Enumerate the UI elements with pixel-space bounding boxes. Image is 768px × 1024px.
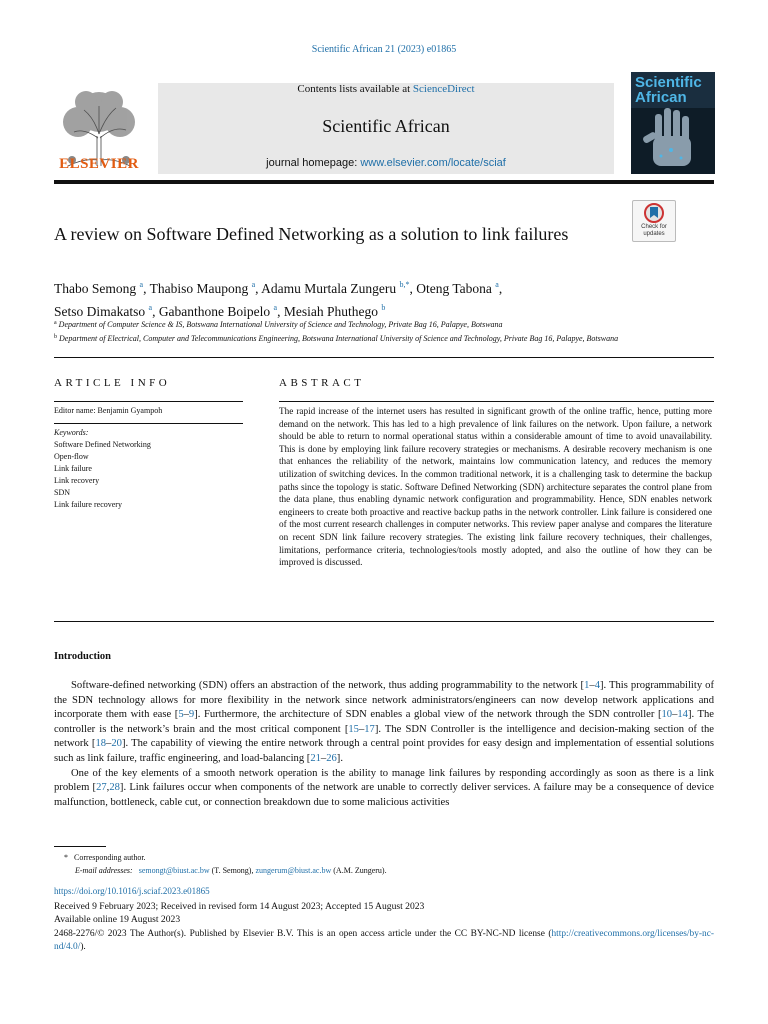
author-affiliation-mark[interactable]: a bbox=[148, 303, 153, 312]
cover-title-line2: African bbox=[635, 89, 687, 106]
keyword: Link recovery bbox=[54, 476, 100, 485]
author-affiliation-mark[interactable]: a bbox=[495, 280, 499, 289]
reference-link[interactable]: 15 bbox=[348, 723, 359, 735]
author-name: Mesiah Phuthego bbox=[283, 304, 378, 319]
email-footnote bbox=[54, 864, 714, 877]
author-name: Adamu Murtala Zungeru bbox=[261, 281, 397, 296]
article-title: A review on Software Defined Networking as a solution to link failures bbox=[54, 224, 569, 244]
affiliation bbox=[54, 331, 654, 345]
journal-name: Scientific African bbox=[322, 116, 450, 136]
author-affiliation-mark[interactable]: b bbox=[381, 303, 386, 312]
sciencedirect-link[interactable]: ScienceDirect bbox=[412, 83, 475, 95]
license-end: ). bbox=[80, 942, 86, 952]
paragraph-text: One of the key elements of a smooth network operation is the ability to manage link failures by responding accordingly as soon as there is a link problem [ bbox=[54, 767, 714, 794]
corresponding-footnote bbox=[54, 851, 714, 864]
paragraph-text: – bbox=[320, 752, 327, 764]
footnote-rule bbox=[54, 846, 106, 847]
author-separator: , bbox=[152, 304, 159, 319]
publisher-name: ELSEVIER bbox=[59, 156, 139, 172]
homepage-prefix: journal homepage: bbox=[266, 157, 361, 169]
abstract-text: The rapid increase of the internet users has resulted in significant growth of the online traffic, hence, putting more demand on the network. This has led to a high prevalence of link failures on the network. Upon failure, a network should be able to return to normal operational status within a considerable amount of time to avoid unavailability. This is done by employing link failure recovery strategies or mechanisms. A desirable recovery mechanism is one that enhances the reliability of the network, maintains low communication latency, and reduces the memory utilization of switching devices. In the common traditional network, it is a challenging task to determine the backup paths since the topology is static. Software Defined Networking (SDN) architecture separates the control plane from the data plane, thus enabling dynamic network configuration and programmability. Hence, SDN enables network engineers to create both proactive and reactive backup paths in the network controller. Link failure is considered one of the most current research challenges in computer networks. This review paper analyse and compares the literature on recent SDN link failure recovery strategies. The existing link failure recovery techniques, their challenges, limitations, performance criteria, technologies/tools mostly adopted, and also the outline of how they can be improved is discussed. bbox=[279, 406, 712, 568]
keywords-block bbox=[54, 427, 151, 511]
author-name: Gabanthone Boipelo bbox=[158, 304, 271, 319]
available-online: Available online 19 August 2023 bbox=[54, 914, 181, 925]
article-info-top-rule bbox=[54, 401, 243, 402]
abstract-bottom-rule bbox=[54, 621, 714, 622]
intro-paragraph-1 bbox=[54, 679, 714, 767]
email-label: E-mail addresses: bbox=[75, 866, 133, 875]
reference-link[interactable]: 28 bbox=[109, 782, 120, 794]
affiliation-text: Department of Computer Science & IS, Botswana International University of Science and Technology, Private Bag 16, Palapye, Botswana bbox=[56, 320, 503, 329]
author-separator: , bbox=[498, 281, 503, 296]
reference-link[interactable]: 14 bbox=[677, 709, 688, 721]
affiliation-list bbox=[54, 317, 654, 345]
corresponding-mark: * bbox=[64, 853, 68, 862]
hand-illustration bbox=[631, 72, 715, 174]
keyword: Software Defined Networking bbox=[54, 440, 151, 449]
author-affiliation-mark[interactable]: b,* bbox=[399, 280, 410, 289]
article-info-heading: ARTICLE INFO bbox=[54, 377, 171, 389]
paragraph-text: – bbox=[183, 709, 189, 721]
abstract-top-rule bbox=[279, 401, 714, 402]
introduction-heading: Introduction bbox=[54, 651, 111, 662]
article-info-mid-rule bbox=[54, 423, 243, 424]
affiliation-text: Department of Electrical, Computer and Telecommunications Engineering, Botswana International University of Science and Technology, Private Bag 16, Palapye, Botswana bbox=[57, 334, 619, 343]
header-divider bbox=[54, 180, 714, 184]
check-line-2: updates bbox=[643, 231, 665, 237]
check-for-updates-label bbox=[633, 224, 675, 238]
cover-title-line1: Scientific bbox=[635, 74, 702, 91]
intro-paragraph-2 bbox=[54, 767, 714, 811]
doi-link[interactable]: https://doi.org/10.1016/j.sciaf.2023.e01865 bbox=[54, 886, 210, 896]
reference-link[interactable]: 26 bbox=[326, 752, 337, 764]
keyword: Link failure recovery bbox=[54, 500, 122, 509]
paragraph-text: – bbox=[358, 723, 365, 735]
journal-cover-image[interactable] bbox=[631, 72, 715, 174]
editor-name: Editor name: Benjamin Gyampoh bbox=[54, 406, 163, 415]
reference-link[interactable]: 1 bbox=[584, 680, 590, 691]
footnotes bbox=[54, 851, 714, 877]
paragraph-text: ]. The SDN Controller is the intelligence and decision-making section of the network [ bbox=[54, 723, 714, 750]
check-line-1: Check for bbox=[641, 224, 667, 230]
reference-link[interactable]: 10 bbox=[661, 709, 673, 721]
author-separator: , bbox=[143, 281, 150, 296]
journal-citation[interactable]: Scientific African 21 (2023) e01865 bbox=[311, 44, 457, 55]
keyword-list bbox=[54, 439, 151, 511]
email-link-2[interactable]: zungerum@biust.ac.bw bbox=[255, 866, 332, 875]
author-affiliation-mark[interactable]: a bbox=[139, 280, 144, 289]
author-separator: , bbox=[409, 281, 417, 296]
reference-link[interactable]: 27 bbox=[96, 782, 107, 794]
paragraph-text: ]. This programmability of the SDN technology allows for more flexibility in the network since network administrators/engineers can now develop network applications and incorporate them with ease [ bbox=[54, 680, 714, 721]
author-name: Thabiso Maupong bbox=[149, 281, 249, 296]
paragraph-text: – bbox=[589, 680, 595, 691]
received-dates: Received 9 February 2023; Received in revised form 14 August 2023; Accepted 15 August 2023 bbox=[54, 901, 425, 912]
article-dates bbox=[54, 900, 714, 915]
abstract-heading: ABSTRACT bbox=[279, 377, 365, 389]
reference-link[interactable]: 21 bbox=[310, 752, 321, 764]
reference-link[interactable]: 4 bbox=[594, 680, 600, 691]
paragraph-text: , bbox=[106, 782, 110, 794]
homepage-link[interactable]: www.elsevier.com/locate/sciaf bbox=[360, 157, 506, 169]
contents-prefix: Contents lists available at bbox=[297, 83, 413, 95]
keyword: Open-flow bbox=[54, 452, 89, 461]
email-name-1: (T. Semong), bbox=[209, 866, 256, 875]
reference-link[interactable]: 5 bbox=[178, 709, 184, 721]
keyword: Link failure bbox=[54, 464, 92, 473]
license-text: 2468-2276/© 2023 The Author(s). Published by Elsevier B.V. This is an open access article under the CC BY-NC-ND license ( bbox=[54, 929, 552, 939]
title-divider bbox=[54, 357, 714, 358]
keyword: SDN bbox=[54, 488, 71, 497]
author-separator: , bbox=[255, 281, 262, 296]
journal-homepage-line bbox=[158, 157, 614, 169]
paragraph-text: – bbox=[106, 738, 112, 750]
reference-link[interactable]: 17 bbox=[364, 723, 375, 735]
affiliation-mark: a bbox=[54, 320, 57, 326]
author-affiliation-mark[interactable]: a bbox=[251, 280, 256, 289]
reference-link[interactable]: 18 bbox=[95, 738, 107, 750]
affiliation bbox=[54, 317, 654, 331]
paragraph-text: ]. bbox=[336, 752, 343, 764]
bookmark-icon bbox=[633, 201, 675, 225]
paragraph-text: – bbox=[672, 709, 678, 721]
paragraph-text: ]. The controller is the network’s brain and the most critical component [ bbox=[54, 709, 714, 735]
corresponding-text: Corresponding author. bbox=[74, 853, 146, 862]
check-for-updates-badge[interactable] bbox=[632, 200, 676, 242]
introduction-body bbox=[54, 679, 714, 810]
contents-line bbox=[158, 83, 614, 95]
email-name-2: (A.M. Zungeru). bbox=[331, 866, 387, 875]
affiliation-mark: b bbox=[54, 334, 57, 340]
license-link[interactable]: http://creativecommons.org/licenses/by-nc-nd/4.0/ bbox=[54, 929, 714, 952]
author-name: Setso Dimakatso bbox=[54, 304, 146, 319]
reference-link[interactable]: 9 bbox=[188, 709, 195, 721]
author-name: Oteng Tabona bbox=[416, 281, 492, 296]
paragraph-text: Software-defined networking (SDN) offers an abstraction of the network, thus adding programmability to the network [ bbox=[71, 680, 585, 691]
reference-link[interactable]: 20 bbox=[111, 738, 122, 750]
author-separator: , bbox=[277, 304, 284, 319]
paragraph-text: ]. The capability of viewing the entire network through a central point provides for easy design and implementation of essential solutions such as link failure, traffic engineering, and load-balancing [ bbox=[54, 738, 714, 764]
author-name: Thabo Semong bbox=[54, 281, 137, 296]
keywords-label: Keywords: bbox=[54, 428, 89, 437]
license-statement bbox=[54, 928, 714, 954]
paragraph-text: ]. Furthermore, the architecture of SDN enables a global view of the network through the SDN controller [ bbox=[194, 709, 662, 721]
paragraph-text: ]. Link failures occur when components of the network are unable to correctly deliver services. A failure may be a consequence of device malfunction, bottleneck, cable cut, or connection breakdown due to some malicious activities bbox=[54, 782, 715, 808]
email-link-1[interactable]: semongt@biust.ac.bw bbox=[138, 866, 210, 875]
author-list bbox=[54, 275, 714, 321]
author-affiliation-mark[interactable]: a bbox=[273, 303, 278, 312]
